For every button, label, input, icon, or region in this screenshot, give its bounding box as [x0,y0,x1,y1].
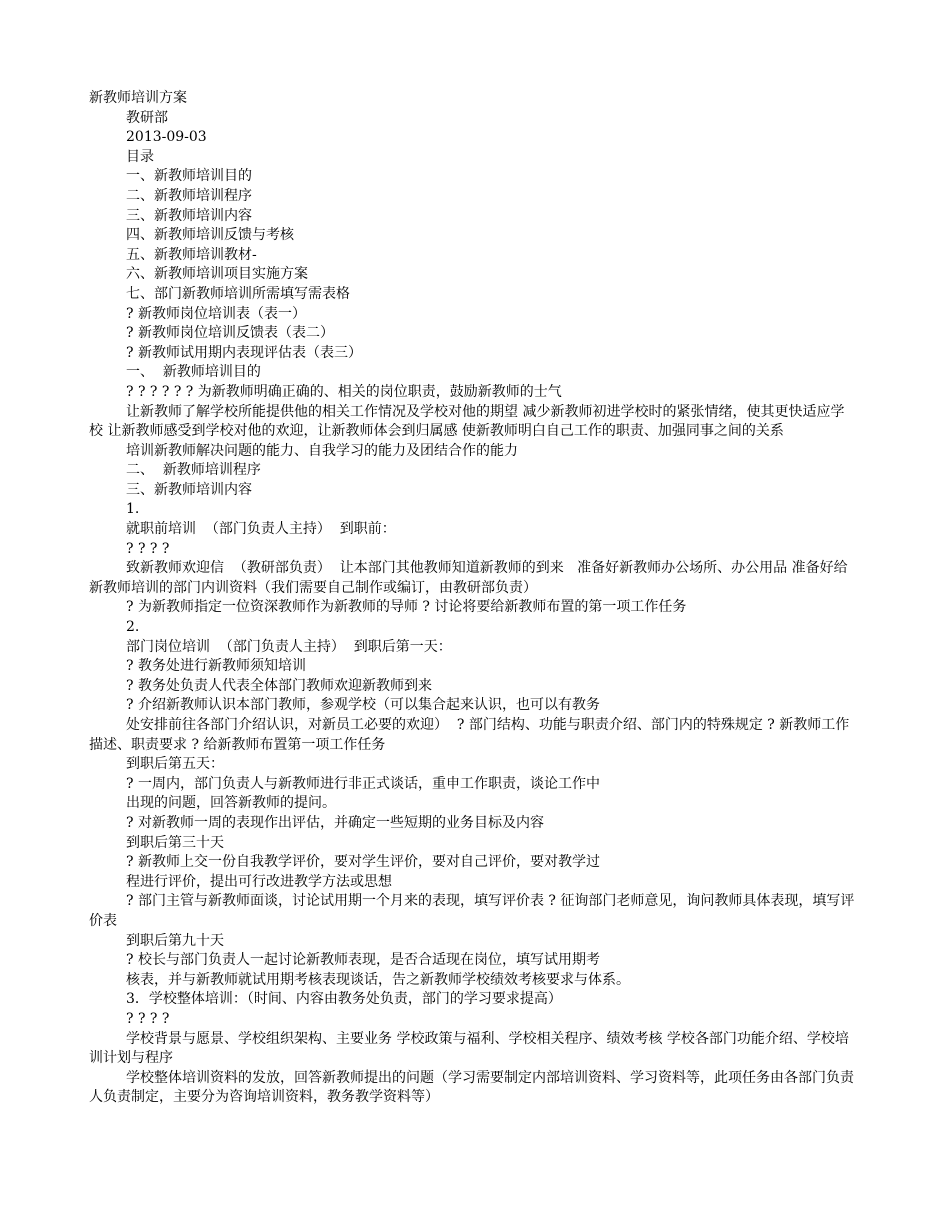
text-line: 新教师培训方案 [89,90,187,106]
text-line: 六、新教师培训项目实施方案 [126,266,308,283]
text-line: ? 新教师上交一份自我教学评价，要对学生评价，要对自己评价，要对教学过 [126,854,600,871]
text-line: ? 介绍新教师认识本部门教师，参观学校（可以集合起来认识，也可以有教务 [126,697,600,714]
text-line: ? ? ? ? ? ? 为新教师明确正确的、相关的岗位职责，鼓励新教师的士气 [126,383,562,400]
text-line: 二、新教师培训程序 [126,187,252,204]
document-body [89,89,857,1108]
text-line: ? 教务处进行新教师须知培训 [126,658,306,675]
text-line: 到职后第三十天 [126,834,224,851]
text-line: 二、 新教师培训程序 [126,462,261,479]
text-line: 学校背景与愿景、学校组织架构、主要业务 学校政策与福利、学校相关程序、绩效考核 学校各部门功能介绍、学校培训计划与程序 [89,1030,849,1067]
text-line: 核表，并与新教师就试用期考核表现谈话，告之新教师学校绩效考核要求与体系。 [126,971,630,988]
text-line: 程进行评价，提出可行改进教学方法或思想 [126,873,392,890]
text-line: 部门岗位培训 （部门负责人主持） 到职后第一天： [126,638,452,655]
text-line: ? 新教师试用期内表现评估表（表三） [126,344,362,361]
text-line: 四、新教师培训反馈与考核 [126,227,294,244]
text-line: ? ? ? ? [126,1010,170,1027]
text-line: 一、 新教师培训目的 [126,364,261,381]
text-line: ? 为新教师指定一位资深教师作为新教师的导师 ? 讨论将要给新教师布置的第一项工作任务 [126,599,687,616]
text-line: 五、新教师培训教材- [126,246,257,263]
text-line: 到职后第五天： [126,756,224,773]
text-line: 教研部 [126,109,168,126]
text-line: 就职前培训 （部门负责人主持） 到职前： [126,521,396,538]
text-line: 1. [126,501,140,518]
text-line: ? 对新教师一周的表现作出评估，并确定一些短期的业务目标及内容 [126,814,544,831]
text-line: 3．学校整体培训：（时间、内容由教务处负责，部门的学习要求提高） [126,991,562,1008]
text-line: 培训新教师解决问题的能力、自我学习的能力及团结合作的能力 [126,442,518,459]
text-line: 致新教师欢迎信 （教研部负责） 让本部门其他教师知道新教师的到来 准备好新教师办公场所、办公用品 准备好给新教师培训的部门内训资料（我们需要自己制作或编订，由教研部负责） [89,560,848,596]
text-line: 处安排前往各部门介绍认识，对新员工必要的欢迎） ? 部门结构、功能与职责介绍、部门内的特殊规定 ? 新教师工作描述、职责要求 ? 给新教师布置第一项工作任务 [89,717,850,753]
text-line: ? 校长与部门负责人一起讨论新教师表现，是否合适现在岗位，填写试用期考 [126,952,600,969]
text-line: 一、新教师培训目的 [126,168,252,185]
text-line: ? 新教师岗位培训反馈表（表二） [126,325,334,342]
text-line: 2. [126,619,140,636]
text-line: ? 教务处负责人代表全体部门教师欢迎新教师到来 [126,677,432,694]
text-line: 三、新教师培训内容 [126,207,252,224]
text-line: 目录 [126,148,154,165]
text-line: 出现的问题，回答新教师的提问。 [126,795,336,812]
text-line: ? 一周内，部门负责人与新教师进行非正式谈话，重申工作职责，谈论工作中 [126,775,600,792]
text-line: 让新教师了解学校所能提供他的相关工作情况及学校对他的期望 减少新教师初进学校时的紧张情绪，使其更快适应学校 让新教师感受到学校对他的欢迎，让新教师体会到归属感 使新教师明白自己工作的职责、加强同事之间的关系 [89,403,845,440]
text-line: 三、新教师培训内容 [126,481,252,498]
text-line: ? 部门主管与新教师面谈，讨论试用期一个月来的表现，填写评价表 ? 征询部门老师意见，询问教师具体表现，填写评价表 [89,893,855,929]
text-line: 2013-09-03 [126,129,207,146]
text-line: 到职后第九十天 [126,932,224,949]
text-line: ? ? ? ? [126,540,170,557]
text-line: 七、部门新教师培训所需填写需表格 [126,285,350,302]
text-line: 学校整体培训资料的发放，回答新教师提出的问题（学习需要制定内部培训资料、学习资料等，此项任务由各部门负责人负责制定，主要分为咨询培训资料，教务教学资料等） [89,1069,854,1106]
text-line: ? 新教师岗位培训表（表一） [126,305,306,322]
